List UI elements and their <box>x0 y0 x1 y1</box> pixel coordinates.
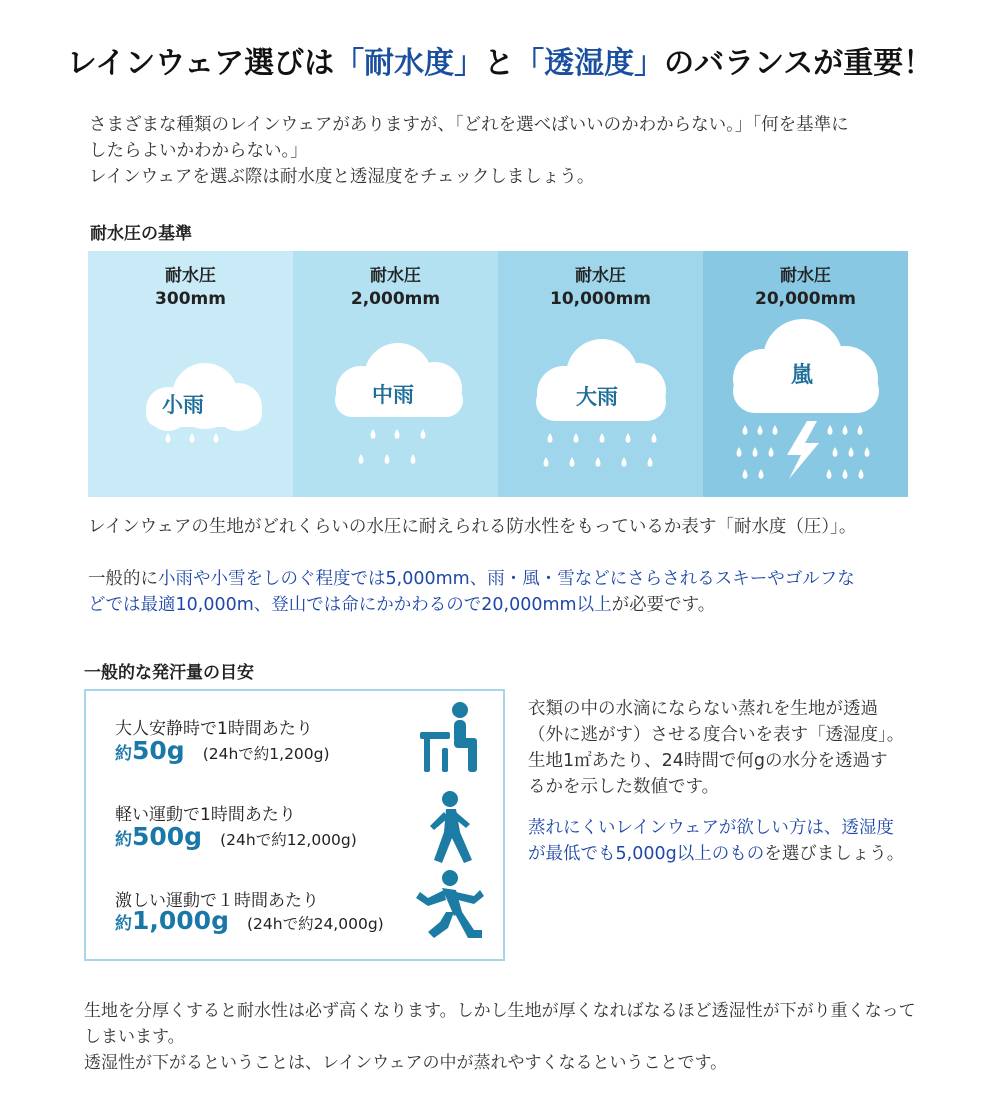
weather-label-moderate-rain: 中雨 <box>372 383 414 407</box>
pressure-guideline: 一般的に小雨や小雪をしのぐ程度では5,000mm、雨・風・雪などにさらされるスキーやゴルフな どでは最適10,000m、登山では命にかかわるので20,000mm以上が必要です。 <box>88 569 855 615</box>
intro-text: さまざまな種類のレインウェアがありますが、「どれを選べばいいのかわからない。」「何を基準に したらよいかわからない。」 レインウェアを選ぶ際は耐水度と透湿度をチェックしましょう。 <box>89 115 849 187</box>
activity-intense-label: 激しい運動で１時間あたり <box>115 891 319 911</box>
pressure-heading: 耐水圧の基準 <box>90 224 192 244</box>
activity-light-label: 軽い運動で1時間あたり <box>115 805 296 825</box>
pressure-panel-2000: 耐水圧 2,000mm 中雨 <box>293 251 498 497</box>
footer-text: 生地を分厚くすると耐水性は必ず高くなります。しかし生地が厚くなればなるほど透湿性が下がり重くなって しまいます。 透湿性が下がるということは、レインウェアの中が蒸れやすくなるということです。 <box>84 1001 916 1073</box>
sitting-person-icon <box>418 700 482 776</box>
weather-label-storm: 嵐 <box>791 363 814 388</box>
walking-person-icon <box>424 790 480 866</box>
running-person-icon <box>414 868 486 948</box>
breathability-advice: 蒸れにくいレインウェアが欲しい方は、透湿度 が最低でも5,000g以上のものを選びましょう。 <box>528 818 905 864</box>
activity-rest-label: 大人安静時で1時間あたり <box>115 719 313 739</box>
activity-light-amount: 約500g (24hで約12,000g) <box>115 822 357 851</box>
pressure-panel-20000: 耐水圧 20,000mm 嵐 <box>703 251 908 497</box>
page-title: レインウェア選びは「耐水度」と「透湿度」のバランスが重要！ <box>66 46 934 81</box>
breathability-explanation: 衣類の中の水滴にならない蒸れを生地が透過 （外に逃がす）させる度合いを表す「透湿度」。 生地1㎡あたり、24時間で何gの水分を透過す るかを示した数値です。 <box>528 699 905 797</box>
activity-intense-amount: 約1,000g (24hで約24,000g) <box>115 906 384 935</box>
weather-label-heavy-rain: 大雨 <box>576 385 618 409</box>
pressure-panel-300: 耐水圧 300mm 小雨 <box>88 251 293 497</box>
sweat-heading: 一般的な発汗量の目安 <box>84 663 254 683</box>
pressure-description: レインウェアの生地がどれくらいの水圧に耐えられる防水性をもっているか表す「耐水度（圧）」。 <box>88 517 857 537</box>
title-term-waterproof: 「耐水度」 <box>334 46 485 81</box>
pressure-panel-10000: 耐水圧 10,000mm 大雨 <box>498 251 703 497</box>
weather-label-light-rain: 小雨 <box>162 393 204 417</box>
activity-rest-amount: 約50g (24hで約1,200g) <box>115 736 330 765</box>
title-term-breathability: 「透湿度」 <box>514 46 665 81</box>
